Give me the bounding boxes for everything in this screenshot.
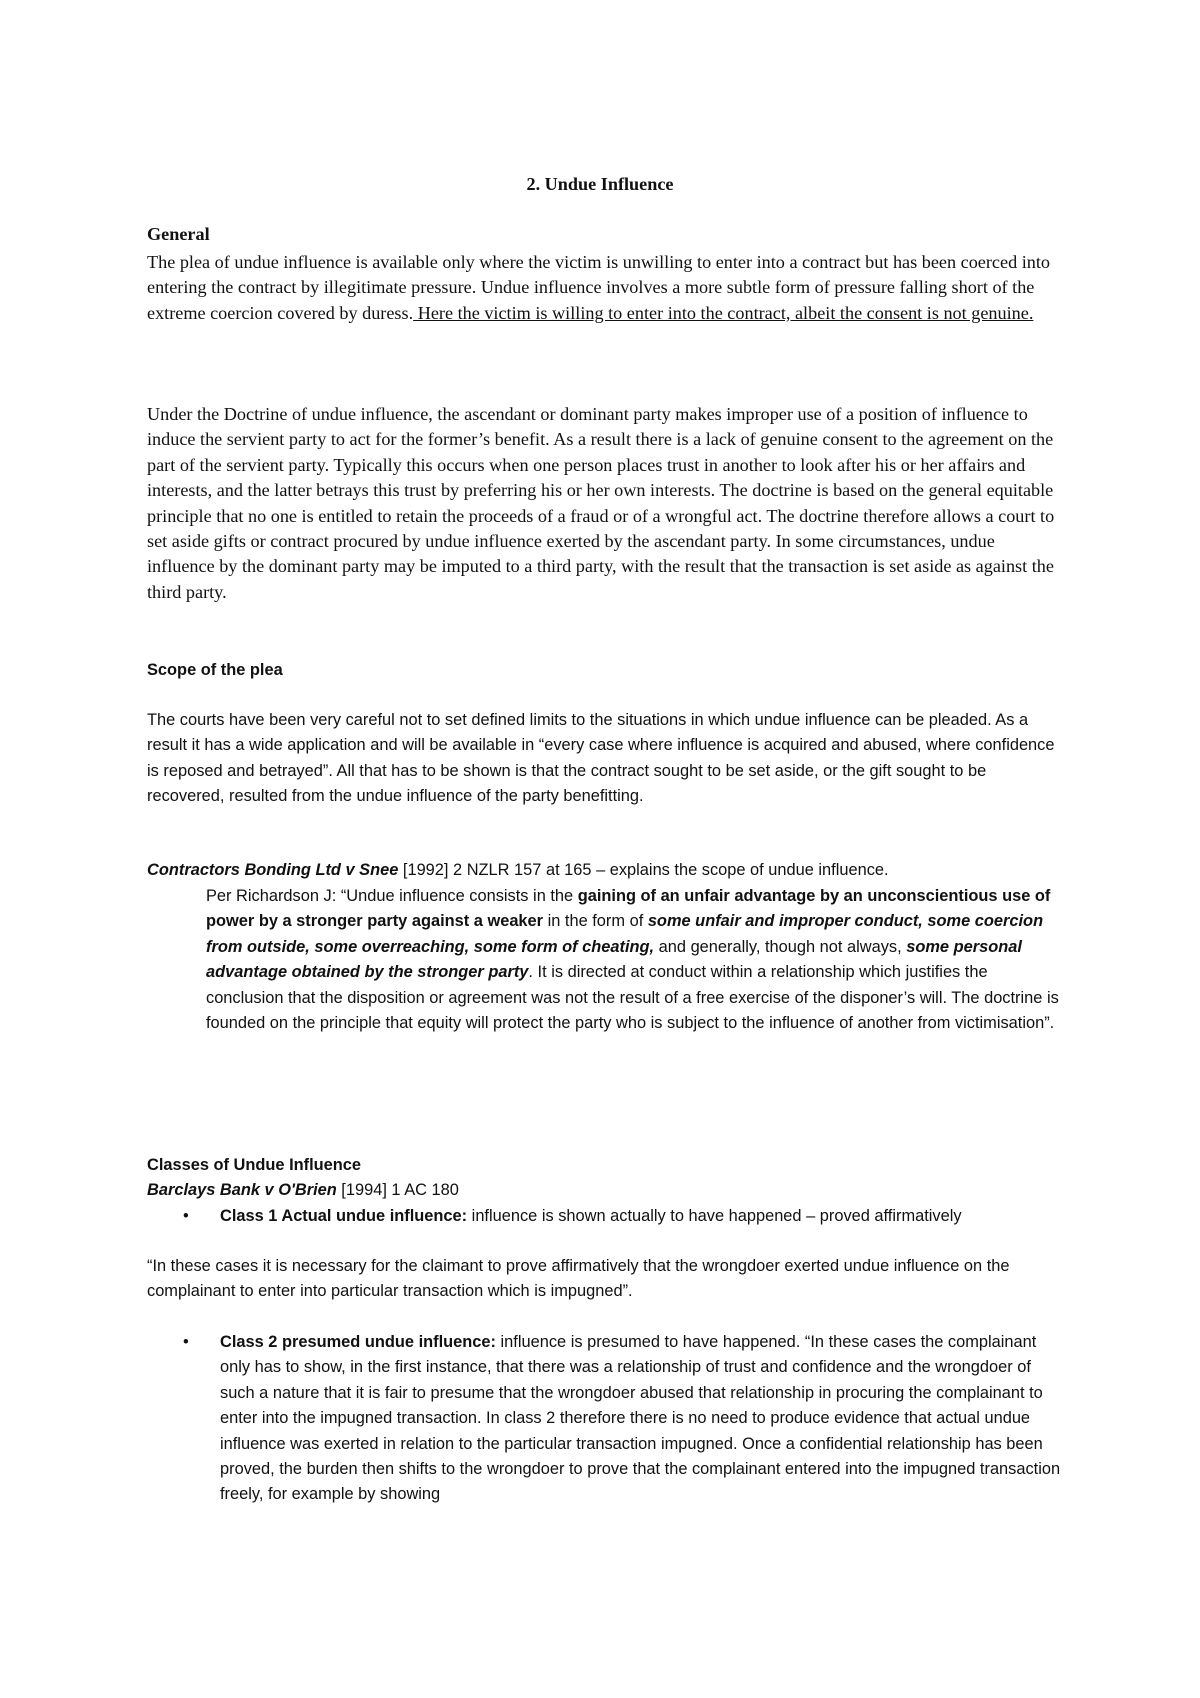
class-1-quote: “In these cases it is necessary for the claimant to prove affirmatively that the wrongdoer exerted undue influence on the complainant to enter into particular transaction which is impugned”. — [147, 1257, 1010, 1301]
section-heading-classes: Classes of Undue Influence — [147, 1156, 362, 1174]
snee-citation-text: [1992] 2 NZLR 157 at 165 – explains the scope of undue influence. — [398, 861, 889, 879]
richardson-quote — [206, 884, 1066, 1036]
quote-bold-italic: some personal advantage obtained by the stronger party — [206, 937, 1022, 982]
page-title: 2. Undue Influence — [526, 174, 674, 194]
obrien-citation-text: [1994] 1 AC 180 — [336, 1181, 459, 1199]
general-paragraph-1-underlined: Here the victim is willing to enter into the contract, albeit the consent is not genuine. — [413, 302, 1034, 323]
case-name-snee: Contractors Bonding Ltd v Snee — [147, 861, 399, 879]
class-2-label: Class 2 presumed undue influence: — [220, 1333, 496, 1351]
quote-bold: gaining of an unfair advantage by an unconscientious use of power by a stronger party against a weaker — [206, 887, 1051, 931]
class-2-description: influence is presumed to have happened. “In these cases the complainant only has to show, in the first instance, that there was a relationship of trust and confidence and the wrongdoer of such a nature that it is fair to presume that the wrongdoer abused that relationship in procuring the complainant to enter into the impugned transaction. In class 2 therefore there is no need to produce evidence that actual undue influence was exerted in relation to the particular transaction impugned. Once a confidential relationship has been proved, the burden then shifts to the wrongdoer to prove that the complainant entered into the impugned transaction freely, for example by showing — [220, 1333, 1061, 1504]
bullet-icon: • — [183, 1207, 189, 1225]
class-2-text — [220, 1330, 1065, 1508]
obrien-citation — [147, 1178, 459, 1203]
general-paragraph-2: Under the Doctrine of undue influence, the ascendant or dominant party makes improper use of a position of influence to induce the servient party to act for the former’s benefit. As a result there is a lack of genuine consent to the agreement on the part of the servient party. Typically this occurs when one person places trust in another to look after his or her affairs and interests, and the latter betrays this trust by preferring his or her own interests. The doctrine is based on the general equitable principle that no one is entitled to retain the proceeds of a fraud or of a wrongful act. The doctrine therefore allows a court to set aside gifts or contract procured by undue influence exerted by the ascendant party. In some circumstances, undue influence by the dominant party may be imputed to a third party, with the result that the transaction is set aside as against the third party. — [147, 404, 1055, 602]
class-1-label: Class 1 Actual undue influence: — [220, 1207, 468, 1225]
quote-bold-italic: some unfair and improper conduct, some coercion from outside, some overreaching, some form of cheating, — [206, 912, 1044, 956]
section-heading-general: General — [147, 224, 210, 244]
bullet-icon: • — [183, 1333, 189, 1351]
section-heading-scope: Scope of the plea — [147, 661, 283, 679]
scope-paragraph: The courts have been very careful not to set defined limits to the situations in which undue influence can be pleaded. As a result it has a wide application and will be available in “every case where influence is acquired and abused, where confidence is reposed and betrayed”. All that has to be shown is that the contract sought to be set aside, or the gift sought to be recovered, resulted from the undue influence of the party benefitting. — [147, 711, 1055, 806]
case-name-obrien: Barclays Bank v O'Brien — [147, 1181, 337, 1199]
quote-part: . It is directed at conduct within a relationship which justifies the conclusion that the disposition or agreement was not the result of a free exercise of the disponer’s will. The doctrine is founded on the principle that equity will protect the party who is subject to the influence of another from victimisation”. — [206, 963, 1059, 1033]
quote-part: in the form of — [543, 912, 648, 931]
quote-part: and generally, though not always, — [654, 937, 907, 956]
general-paragraph-1-text: The plea of undue influence is available only where the victim is unwilling to enter into a contract but has been coerced into entering the contract by illegitimate pressure. Undue influence involves a more subtle form of pressure falling short of the extreme coercion covered by duress. — [147, 252, 1051, 323]
general-paragraph-1 — [147, 250, 1062, 326]
class-1-description: influence is shown actually to have happened – proved affirmatively — [467, 1207, 962, 1225]
quote-part: Per Richardson J: “Undue influence consists in the — [206, 887, 578, 905]
class-1-text — [220, 1204, 1065, 1229]
snee-citation — [147, 858, 1062, 883]
